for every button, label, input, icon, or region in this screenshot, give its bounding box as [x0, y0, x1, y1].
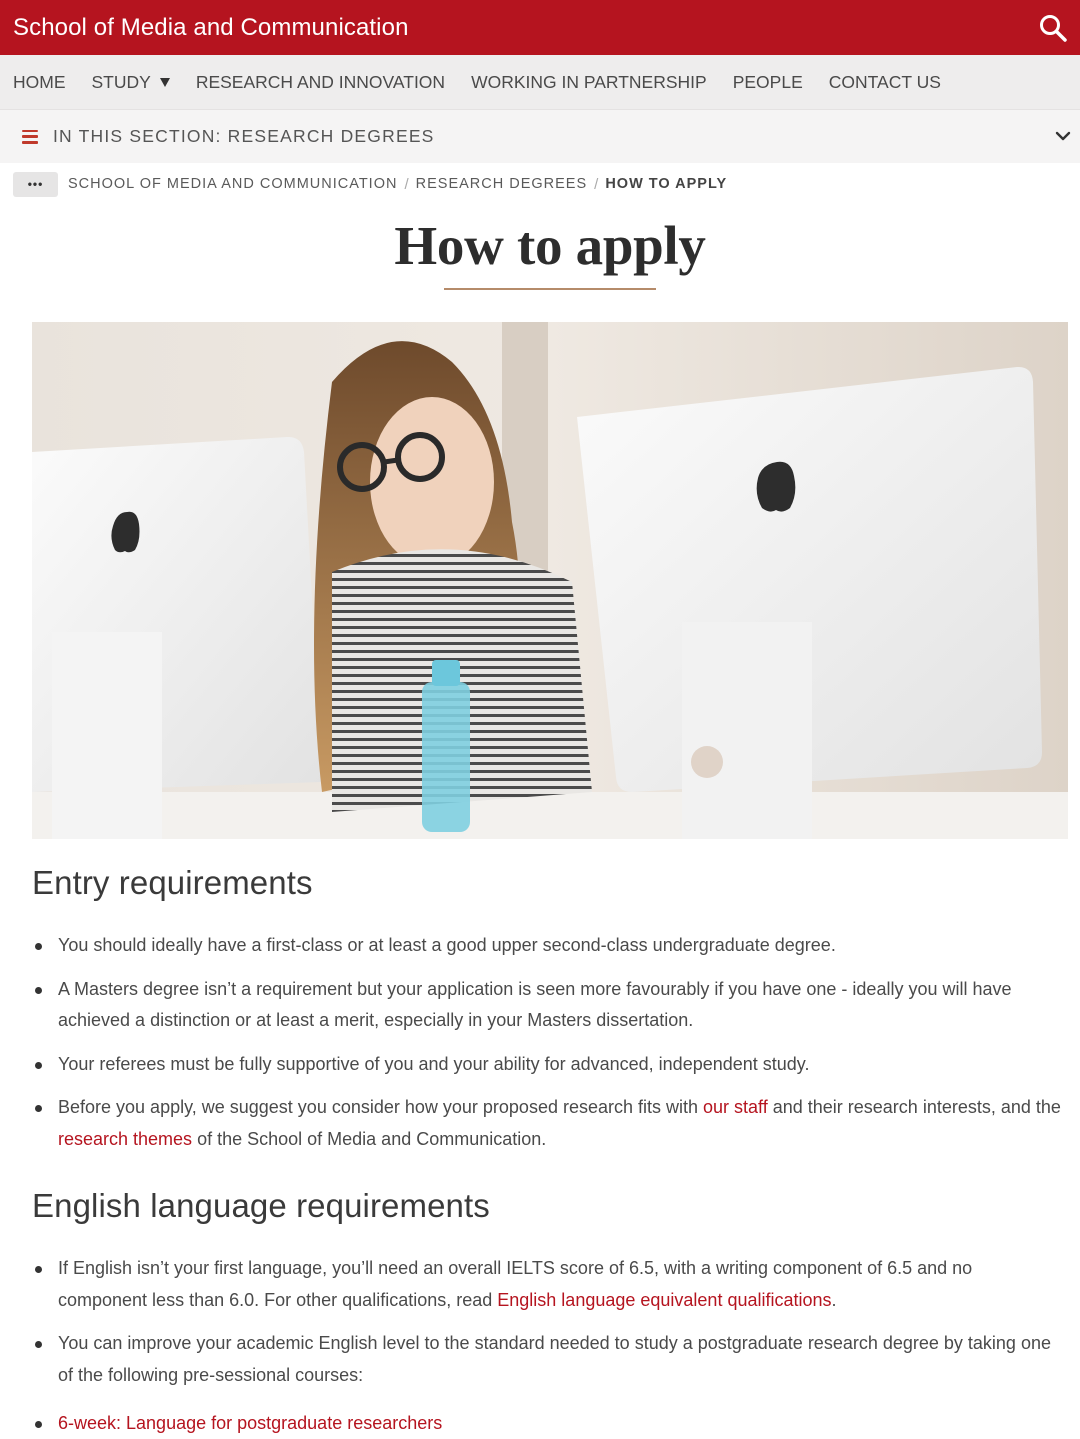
search-icon[interactable]	[1038, 13, 1068, 43]
chevron-down-icon[interactable]	[1054, 127, 1072, 145]
caret-down-icon	[160, 78, 170, 87]
nav-item-contact-us[interactable]	[829, 72, 941, 93]
hamburger-menu-icon	[22, 130, 38, 144]
list-item	[32, 1253, 1062, 1316]
nav-item-people[interactable]	[733, 72, 803, 93]
section-menu-toggle[interactable]	[0, 109, 1080, 163]
english-equivalent-qualifications-link[interactable]: English language equivalent qualifications	[497, 1289, 832, 1310]
breadcrumb	[13, 171, 727, 197]
nav-item-label: HOME	[13, 71, 66, 92]
our-staff-link[interactable]: our staff	[703, 1097, 768, 1117]
list-item	[32, 1408, 1062, 1439]
page-title: How to apply	[394, 215, 706, 276]
breadcrumb-more-button[interactable]: •••	[13, 172, 58, 197]
list-item: A Masters degree isn’t a requirement but your application is seen more favourably if you have one - ideally you will have achieved a distinction or at least a merit, especially in your Masters dissertation.	[32, 974, 1062, 1037]
site-header	[0, 0, 1080, 55]
nav-item-label: CONTACT US	[828, 71, 941, 92]
list-item: Your referees must be fully supportive of you and your ability for advanced, independent study.	[32, 1049, 1062, 1081]
list-item-text: .	[831, 1289, 837, 1310]
english-requirements-list	[32, 1253, 1062, 1439]
list-item-text: of the School of Media and Communication.	[192, 1128, 547, 1149]
breadcrumb-separator: /	[594, 175, 599, 193]
nav-item-label: WORKING IN PARTNERSHIP	[471, 71, 707, 92]
nav-item-label: STUDY	[91, 71, 151, 92]
main-navigation	[0, 55, 1080, 109]
english-requirements-heading: English language requirements	[32, 1187, 490, 1224]
nav-item-working-in-partnership[interactable]	[471, 72, 707, 93]
site-title[interactable]: School of Media and Communication	[13, 13, 409, 41]
list-item	[32, 1092, 1062, 1155]
list-item: You should ideally have a first-class or at least a good upper second-class undergraduate degree.	[32, 930, 1062, 962]
nav-item-research-and-innovation[interactable]	[196, 72, 445, 93]
section-label: IN THIS SECTION: RESEARCH DEGREES	[53, 126, 435, 146]
list-item-text: Before you apply, we suggest you consider how your proposed research fits with	[58, 1097, 704, 1117]
nav-item-label: PEOPLE	[732, 71, 803, 92]
breadcrumb-item-current: HOW TO APPLY	[605, 176, 728, 192]
presessional-course-link[interactable]: 6-week: Language for postgraduate researchers	[58, 1413, 443, 1433]
nav-item-home[interactable]	[13, 72, 66, 93]
hero-image	[32, 322, 1068, 839]
breadcrumb-item-research-degrees[interactable]: RESEARCH DEGREES	[415, 176, 588, 192]
entry-requirements-heading: Entry requirements	[32, 864, 313, 901]
title-underline	[444, 288, 656, 290]
list-item-text: If English isn’t your first language, you’ll need an overall IELTS score of 6.5, with a writing component of 6.5 and no component less than 6.0. For other qualifications, read	[58, 1258, 973, 1310]
entry-requirements-list	[32, 930, 1062, 1155]
list-item-text: and their research interests, and the	[767, 1097, 1061, 1117]
nav-item-study[interactable]	[92, 72, 170, 93]
list-item: You can improve your academic English level to the standard needed to study a postgraduate research degree by taking one of the following pre-sessional courses:	[32, 1328, 1062, 1391]
breadcrumb-separator: /	[404, 175, 409, 193]
research-themes-link[interactable]: research themes	[58, 1128, 193, 1149]
nav-item-label: RESEARCH AND INNOVATION	[195, 71, 446, 92]
breadcrumb-item-school[interactable]: SCHOOL OF MEDIA AND COMMUNICATION	[68, 176, 398, 192]
